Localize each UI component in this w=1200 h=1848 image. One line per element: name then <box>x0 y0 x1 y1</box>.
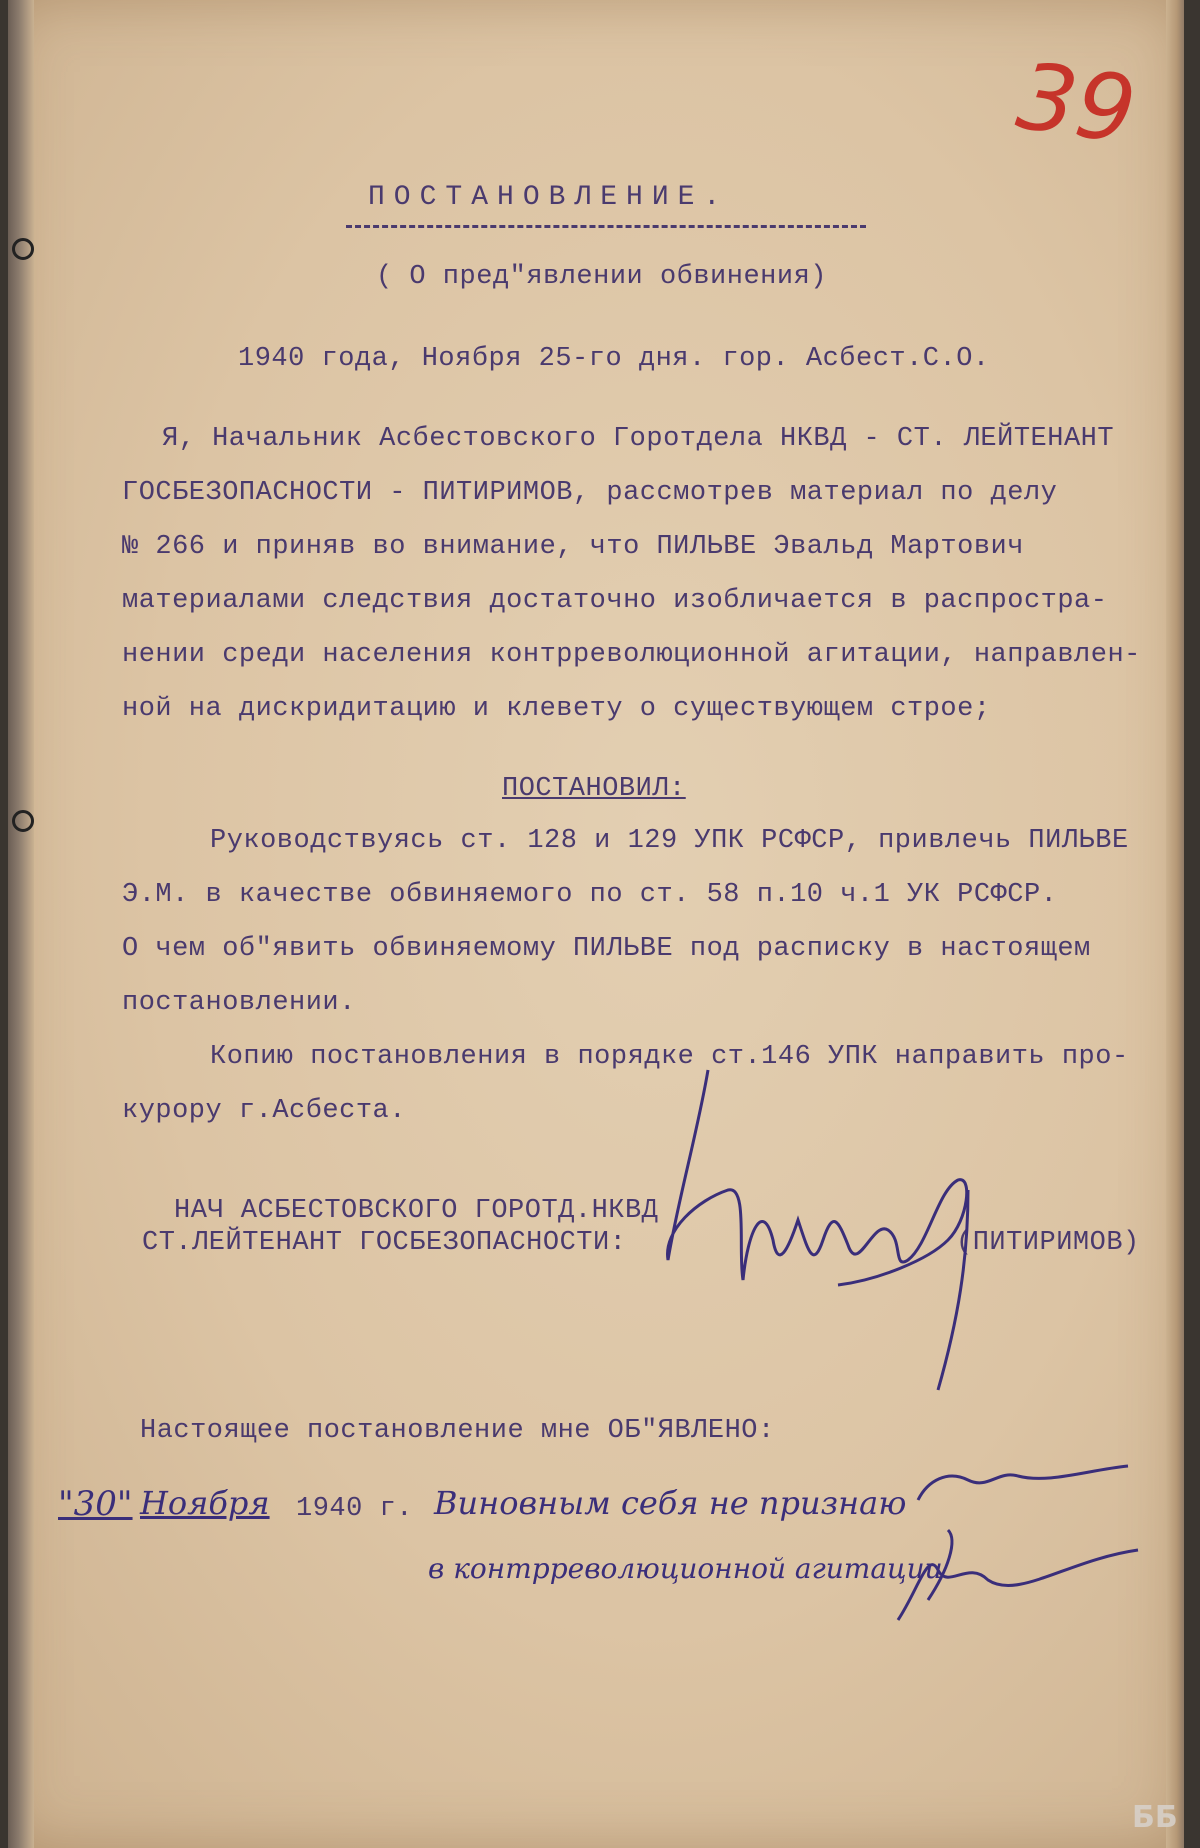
binding-edge <box>8 0 34 1848</box>
decree-line: курору г.Асбеста. <box>122 1096 406 1126</box>
page-number: 39 <box>1011 42 1142 165</box>
handwritten-day: "30" <box>58 1484 133 1524</box>
binding-stitch <box>12 810 34 832</box>
signatory-position: НАЧ АСБЕСТОВСКОГО ГОРОТД.НКВД <box>174 1196 659 1226</box>
decree-line: Руководствуясь ст. 128 и 129 УПК РСФСР, привлечь ПИЛЬВЕ <box>210 826 1129 856</box>
body-line: ГОСБЕЗОПАСНОСТИ - ПИТИРИМОВ, рассмотрев материал по делу <box>122 478 1058 508</box>
binding-stitch <box>12 238 34 260</box>
handwritten-note: Виновным себя не признаю <box>434 1484 907 1522</box>
decree-line: Копию постановления в порядке ст.146 УПК направить про- <box>210 1042 1129 1072</box>
document-title: ПОСТАНОВЛЕНИЕ. <box>368 182 730 213</box>
body-line: нении среди населения контрреволюционной агитации, направлен- <box>122 640 1141 670</box>
document-page <box>8 0 1184 1848</box>
handwritten-month: Ноября <box>140 1484 270 1522</box>
signatory-name: (ПИТИРИМОВ) <box>956 1228 1140 1258</box>
announcement-line: Настоящее постановление мне ОБ"ЯВЛЕНО: <box>140 1416 775 1446</box>
accused-signature <box>888 1440 1188 1640</box>
body-line: ной на дискридитацию и клевету о существующем строе; <box>122 694 991 724</box>
decree-line: Э.М. в качестве обвиняемого по ст. 58 п.10 ч.1 УК РСФСР. <box>122 880 1058 910</box>
body-line: № 266 и приняв во внимание, что ПИЛЬВЕ Эвальд Мартович <box>122 532 1024 562</box>
body-line: материалами следствия достаточно изобличается в распростра- <box>122 586 1108 616</box>
title-underline <box>346 225 866 228</box>
body-line: Я, Начальник Асбестовского Горотдела НКВД - СТ. ЛЕЙТЕНАНТ <box>162 424 1115 454</box>
decree-heading: ПОСТАНОВИЛ: <box>502 774 686 804</box>
decree-line: О чем об"явить обвиняемому ПИЛЬВЕ под расписку в настоящем <box>122 934 1091 964</box>
date-line: 1940 года, Ноября 25-го дня. гор. Асбест.С.О. <box>238 344 990 374</box>
document-subtitle: ( О пред"явлении обвинения) <box>376 262 827 292</box>
handwritten-note: в контрреволюционной агитации <box>428 1552 943 1585</box>
official-signature <box>638 1050 1018 1430</box>
signatory-rank: СТ.ЛЕЙТЕНАНТ ГОСБЕЗОПАСНОСТИ: <box>142 1228 627 1258</box>
watermark-logo: ББ <box>1132 1800 1178 1835</box>
year-text: 1940 г. <box>296 1494 413 1524</box>
decree-line: постановлении. <box>122 988 356 1018</box>
